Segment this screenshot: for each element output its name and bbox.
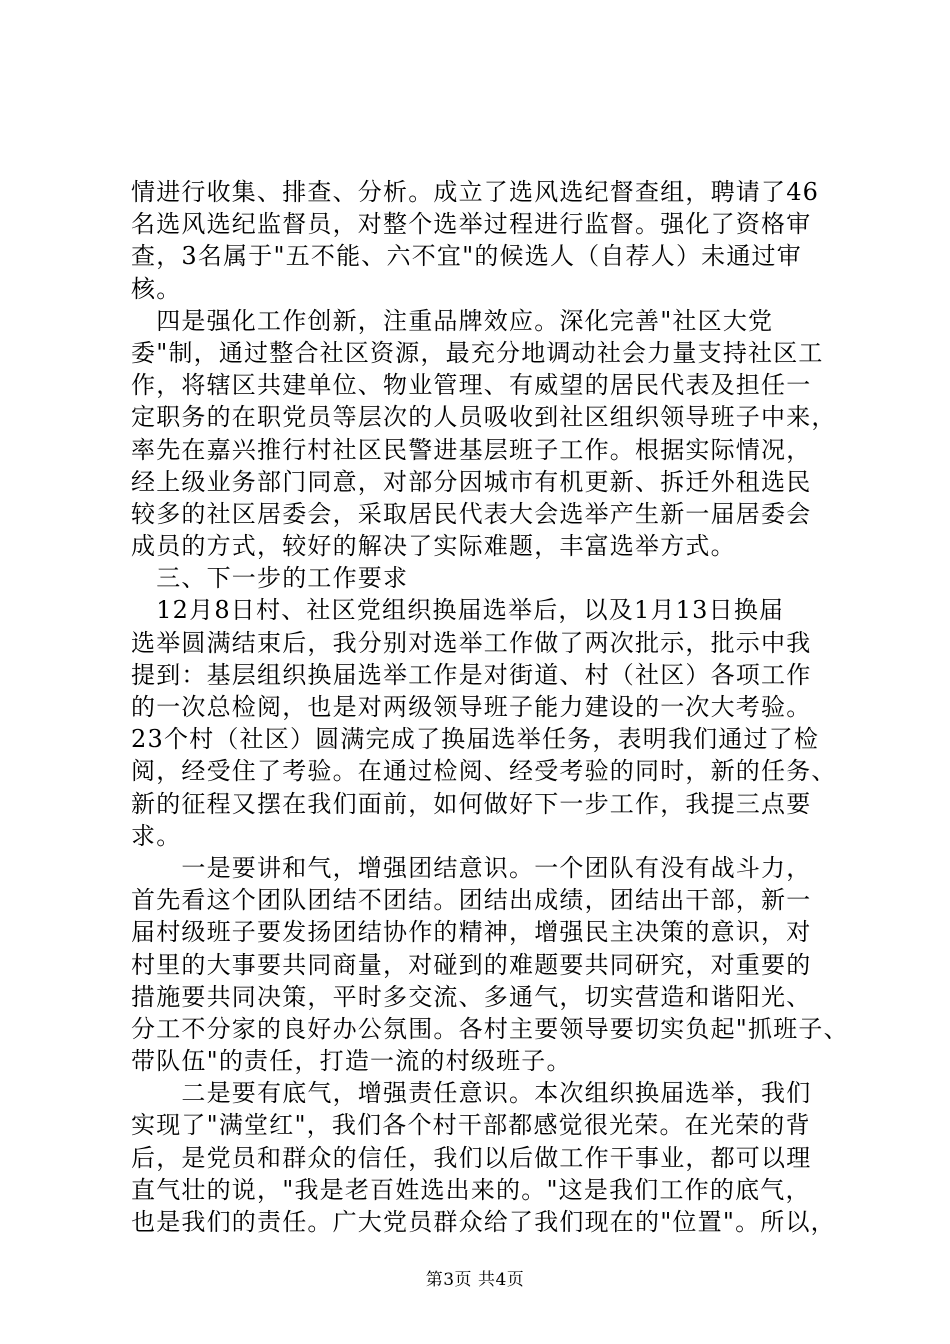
text-line: 作，将辖区共建单位、物业管理、有威望的居民代表及担任一 — [131, 371, 812, 400]
text-line: 选举圆满结束后，我分别对选举工作做了两次批示，批示中我 — [131, 628, 812, 657]
text-line: 措施要共同决策，平时多交流、多通气，切实营造和谐阳光、 — [131, 982, 812, 1011]
page-number-footer: 第3页 共4页 — [425, 1270, 525, 1290]
text-line: 后，是党员和群众的信任，我们以后做工作干事业，都可以理 — [131, 1143, 812, 1172]
text-line: 名选风选纪监督员，对整个选举过程进行监督。强化了资格审 — [131, 210, 812, 239]
text-line: 首先看这个团队团结不团结。团结出成绩，团结出干部，新一 — [131, 886, 812, 915]
text-line: 四是强化工作创新，注重品牌效应。深化完善"社区大党 — [131, 306, 774, 335]
text-line: 届村级班子要发扬团结协作的精神，增强民主决策的意识，对 — [131, 918, 812, 947]
text-line: 23个村（社区）圆满完成了换届选举任务，表明我们通过了检 — [131, 725, 820, 754]
text-line: 成员的方式，较好的解决了实际难题，丰富选举方式。 — [131, 532, 736, 561]
text-line: 也是我们的责任。广大党员群众给了我们现在的"位置"。所以， — [131, 1208, 836, 1236]
text-line: 村里的大事要共同商量，对碰到的难题要共同研究，对重要的 — [131, 950, 812, 979]
text-line: 经上级业务部门同意，对部分因城市有机更新、拆迁外租选民 — [131, 467, 812, 496]
text-line: 二是要有底气，增强责任意识。本次组织换届选举，我们 — [131, 1079, 812, 1108]
text-line: 提到：基层组织换届选举工作是对街道、村（社区）各项工作 — [131, 660, 812, 689]
text-line: 新的征程又摆在我们面前，如何做好下一步工作，我提三点要 — [131, 789, 812, 818]
text-line: 求。 — [131, 821, 182, 850]
text-line: 情进行收集、排查、分析。成立了选风选纪督查组，聘请了46 — [131, 178, 820, 206]
text-line: 一是要讲和气，增强团结意识。一个团队有没有战斗力， — [131, 853, 812, 882]
text-line: 直气壮的说，"我是老百姓选出来的。"这是我们工作的底气， — [131, 1175, 811, 1204]
text-line: 分工不分家的良好办公氛围。各村主要领导要切实负起"抓班子、 — [131, 1014, 849, 1043]
text-line: 委"制，通过整合社区资源，最充分地调动社会力量支持社区工 — [131, 338, 824, 367]
text-line: 实现了"满堂红"，我们各个村干部都感觉很光荣。在光荣的背 — [131, 1111, 811, 1140]
text-line: 查，3名属于"五不能、六不宜"的候选人（自荐人）未通过审 — [131, 242, 802, 271]
text-line: 较多的社区居委会，采取居民代表大会选举产生新一届居委会 — [131, 499, 812, 528]
text-line: 12月8日村、社区党组织换届选举后，以及1月13日换届 — [131, 596, 785, 625]
text-line: 阅，经受住了考验。在通过检阅、经受考验的同时，新的任务、 — [131, 757, 837, 786]
text-line: 的一次总检阅，也是对两级领导班子能力建设的一次大考验。 — [131, 693, 812, 721]
section-heading: 三、下一步的工作要求 — [131, 564, 409, 593]
text-line: 定职务的在职党员等层次的人员吸收到社区组织领导班子中来， — [131, 403, 837, 432]
text-line: 核。 — [131, 274, 182, 303]
text-line: 带队伍"的责任，打造一流的村级班子。 — [131, 1047, 572, 1076]
text-line: 率先在嘉兴推行村社区民警进基层班子工作。根据实际情况， — [131, 435, 812, 464]
document-body — [131, 176, 851, 1238]
